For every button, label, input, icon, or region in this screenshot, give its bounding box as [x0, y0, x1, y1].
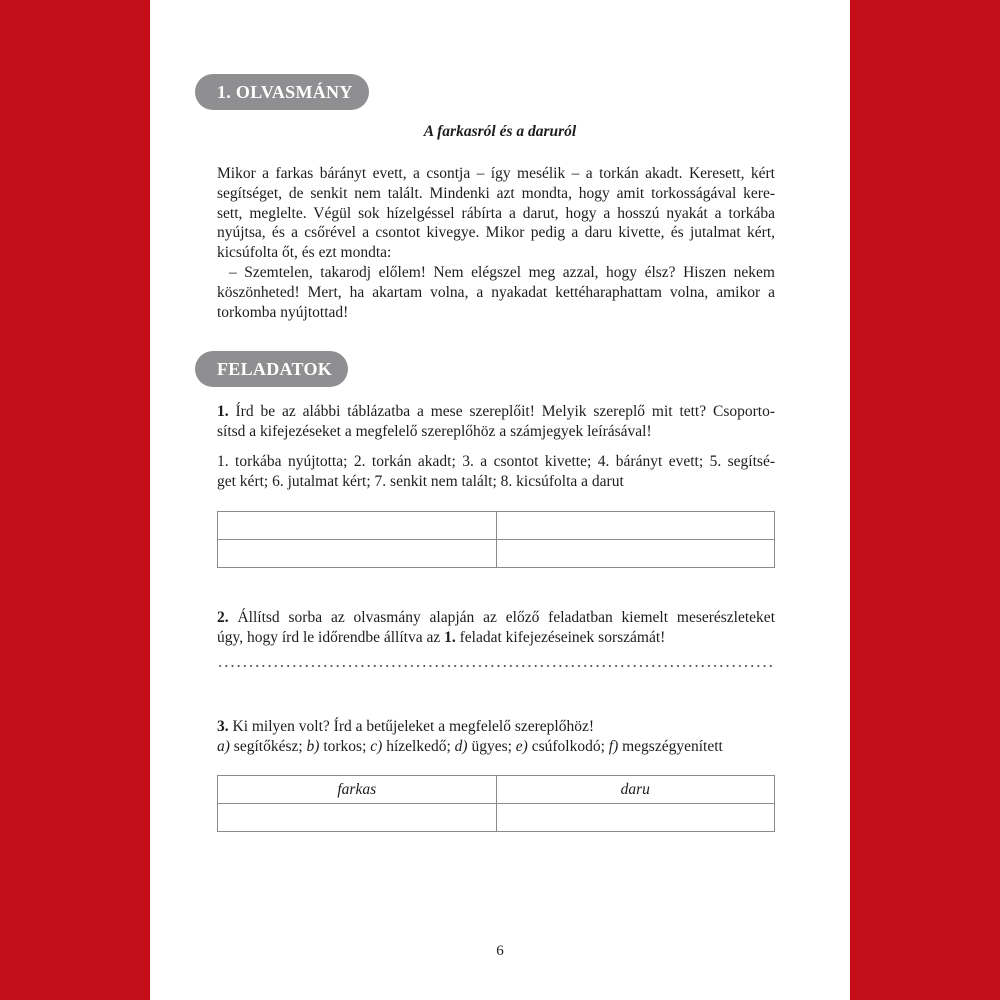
- worksheet-page: [150, 0, 850, 1000]
- story-line: kicsúfolta őt, és ezt mondta:: [217, 244, 392, 262]
- story-line: segítséget, de senkit nem talált. Mindenki azt mondta, hogy amit torkosságával kere-: [217, 184, 775, 202]
- section-badge-tasks: FELADATOK: [195, 351, 348, 387]
- task1-line: 1. Írd be az alábbi táblázatba a mese szereplőit! Melyik szereplő mit tett? Csoporto-: [217, 403, 775, 420]
- task3-number: 3.: [217, 718, 229, 735]
- task1-items-line: get kért; 6. jutalmat kért; 7. senkit nem talált; 8. kicsúfolta a darut: [217, 472, 624, 490]
- task1-instruction: [217, 402, 775, 442]
- task2-line: úgy, hogy írd le időrendbe állítva az 1. feladat kifejezéseinek sorszámát!: [217, 628, 666, 646]
- story-line: – Szemtelen, takarodj előlem! Nem elégszel meg azzal, hogy élsz? Hiszen nekem: [229, 263, 775, 281]
- page-number: 6: [496, 943, 504, 959]
- task3-line: 3. Ki milyen volt? Írd a betűjeleket a megfelelő szereplőhöz!: [217, 718, 595, 735]
- story-line: sett, meglelte. Végül sok hízelgéssel rábírta a darut, hogy a hosszú nyakát a torkába: [217, 204, 775, 222]
- story-line: torkomba nyújtottad!: [217, 303, 349, 321]
- story-line: nyújtsa, és a csőrével a csontot kivegye. Mikor pedig a daru kivette, és jutalmat kért,: [217, 224, 775, 242]
- story-line: köszönheted! Mert, ha akartam volna, a nyakadat kettéharaphattam volna, amikor a: [217, 283, 775, 301]
- task1-cell[interactable]: [496, 512, 775, 540]
- task2-answer-dotted-line[interactable]: [217, 664, 775, 668]
- table-header-crane: daru: [496, 776, 775, 804]
- task1-answer-table: [217, 511, 775, 568]
- task3-cell[interactable]: [218, 804, 497, 832]
- task2-instruction: [217, 608, 775, 648]
- task1-items: [217, 452, 775, 492]
- task1-number: 1.: [217, 403, 229, 420]
- task3-instruction: [217, 717, 775, 757]
- section-badge-reading: 1. OLVASMÁNY: [195, 74, 369, 110]
- task3-options: a) segítőkész; b) torkos; c) hízelkedő; d) ügyes; e) csúfolkodó; f) megszégyenített: [217, 737, 723, 755]
- task3-answer-table: [217, 775, 775, 832]
- story-text: [217, 164, 775, 322]
- task1-cell[interactable]: [218, 540, 497, 568]
- story-title: A farkasról és a daruról: [423, 123, 577, 140]
- task1-cell[interactable]: [496, 540, 775, 568]
- task1-line: sítsd a kifejezéseket a megfelelő szereplőhöz a számjegyek leírásával!: [217, 422, 652, 440]
- story-line: Mikor a farkas bárányt evett, a csontja – így mesélik – a torkán akadt. Keresett, kért: [217, 165, 775, 182]
- task2-line: 2. Állítsd sorba az olvasmány alapján az előző feladatban kiemelt meserészleteket: [217, 609, 775, 626]
- table-header-wolf: farkas: [218, 776, 497, 804]
- task1-items-line: 1. torkába nyújtotta; 2. torkán akadt; 3. a csontot kivette; 4. bárányt evett; 5. segítsé-: [217, 453, 775, 470]
- task1-cell[interactable]: [218, 512, 497, 540]
- task3-cell[interactable]: [496, 804, 775, 832]
- task2-number: 2.: [217, 609, 229, 626]
